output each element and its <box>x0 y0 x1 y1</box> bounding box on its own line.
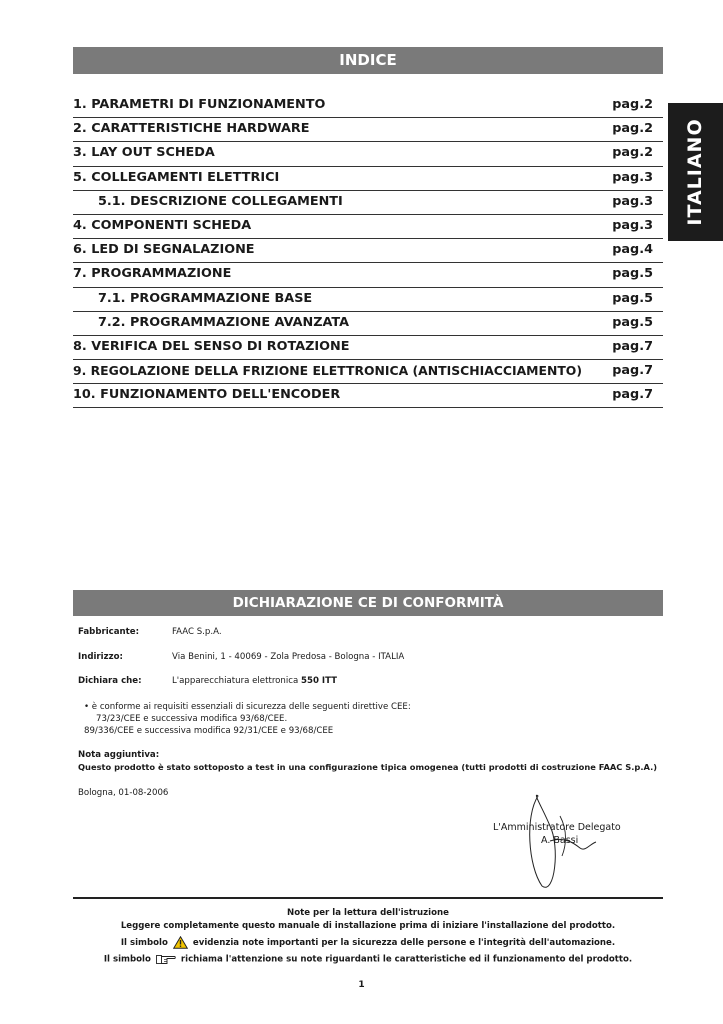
toc-row[interactable] <box>73 384 663 408</box>
declares-value <box>172 676 337 686</box>
toc-page: pag.2 <box>612 97 653 112</box>
toc-row[interactable] <box>73 360 663 384</box>
toc-title: 2. CARATTERISTICHE HARDWARE <box>73 121 310 137</box>
index-header <box>73 47 663 74</box>
note-label: Nota aggiuntiva: <box>78 750 160 760</box>
pointing-hand-icon <box>156 953 176 965</box>
toc-title: 5.1. DESCRIZIONE COLLEGAMENTI <box>98 193 343 209</box>
toc-page: pag.5 <box>612 266 653 282</box>
toc-page: pag.7 <box>612 363 653 379</box>
toc-page: pag.2 <box>612 121 653 137</box>
toc-row[interactable] <box>73 239 663 263</box>
toc-title: 9. REGOLAZIONE DELLA FRIZIONE ELETTRONICA (ANTISCHIACCIAMENTO) <box>73 363 582 379</box>
toc-page: pag.3 <box>612 217 653 233</box>
toc-title: 4. COMPONENTI SCHEDA <box>73 217 252 233</box>
divider <box>73 897 663 899</box>
toc-row[interactable] <box>73 288 663 312</box>
ce-title: DICHIARAZIONE CE DI CONFORMITÀ <box>232 595 504 611</box>
toc-row[interactable] <box>73 336 663 360</box>
toc-title: 3. LAY OUT SCHEDA <box>73 145 215 161</box>
index-title: INDICE <box>339 51 397 69</box>
language-tab-label: ITALIANO <box>684 118 706 226</box>
toc-row[interactable] <box>73 312 663 336</box>
signer-name: A. Bassi <box>541 835 579 846</box>
directive-line: 73/23/CEE e successiva modifica 93/68/CEE. <box>96 714 288 724</box>
toc-row[interactable] <box>73 118 663 142</box>
manufacturer-label: Fabbricante: <box>78 627 140 637</box>
notes-line: Leggere completamente questo manuale di installazione prima di iniziare l'installazione del prodotto. <box>120 921 616 931</box>
toc-row[interactable] <box>73 191 663 215</box>
toc-page: pag.3 <box>612 193 653 209</box>
note-text: Questo prodotto è stato sottoposto a test in una configurazione tipica omogenea (tutti prodotti di costruzione FAAC S.p.A.) <box>78 762 658 772</box>
notes-line <box>73 936 663 949</box>
toc-title: 1. PARAMETRI DI FUNZIONAMENTO <box>73 97 326 112</box>
notes-line <box>73 953 663 965</box>
notes-line-text: evidenzia note importanti per la sicurezza delle persone e l'integrità dell'automazione. <box>192 938 616 948</box>
declares-text: L'apparecchiatura elettronica <box>172 676 301 686</box>
toc-row[interactable] <box>73 215 663 239</box>
table-of-contents <box>73 94 663 408</box>
toc-title: 7. PROGRAMMAZIONE <box>73 266 232 282</box>
manufacturer-value: FAAC S.p.A. <box>172 627 222 637</box>
toc-row[interactable] <box>73 263 663 287</box>
ce-declaration-header <box>73 590 663 616</box>
toc-page: pag.5 <box>612 290 653 306</box>
toc-page: pag.3 <box>612 169 653 185</box>
toc-row[interactable] <box>73 142 663 166</box>
warning-triangle-icon <box>173 936 188 949</box>
page-number: 1 <box>358 980 365 990</box>
declares-product: 550 ITT <box>300 676 338 686</box>
toc-title: 10. FUNZIONAMENTO DELL'ENCODER <box>73 387 341 403</box>
conformity-line: • è conforme ai requisiti essenziali di sicurezza delle seguenti direttive CEE: <box>84 702 411 712</box>
toc-page: pag.5 <box>612 314 653 330</box>
notes-line-prefix: Il simbolo <box>120 938 168 948</box>
directive-line: 89/336/CEE e successiva modifica 92/31/CEE e 93/68/CEE <box>84 726 334 736</box>
toc-page: pag.2 <box>612 145 653 161</box>
toc-page: pag.4 <box>612 242 653 258</box>
toc-row[interactable] <box>73 94 663 118</box>
signer-role: L'Amministratore Delegato <box>493 822 621 833</box>
toc-title: 7.1. PROGRAMMAZIONE BASE <box>98 290 313 306</box>
toc-title: 6. LED DI SEGNALAZIONE <box>73 242 255 258</box>
toc-title: 5. COLLEGAMENTI ELETTRICI <box>73 169 280 185</box>
toc-title: 8. VERIFICA DEL SENSO DI ROTAZIONE <box>73 338 350 354</box>
toc-title: 7.2. PROGRAMMAZIONE AVANZATA <box>98 314 350 330</box>
toc-page: pag.7 <box>612 338 653 354</box>
notes-title: Note per la lettura dell'istruzione <box>287 908 449 918</box>
place-date: Bologna, 01-08-2006 <box>78 788 169 798</box>
notes-line-prefix: Il simbolo <box>103 954 151 965</box>
address-value: Via Benini, 1 - 40069 - Zola Predosa - Bologna - ITALIA <box>172 652 405 662</box>
toc-row[interactable] <box>73 167 663 191</box>
declares-label: Dichiara che: <box>78 676 142 686</box>
language-tab <box>668 103 723 241</box>
address-label: Indirizzo: <box>78 652 123 662</box>
notes-line-text: richiama l'attenzione su note riguardanti le caratteristiche ed il funzionamento del prodotto. <box>180 954 633 965</box>
toc-page: pag.7 <box>612 387 653 403</box>
